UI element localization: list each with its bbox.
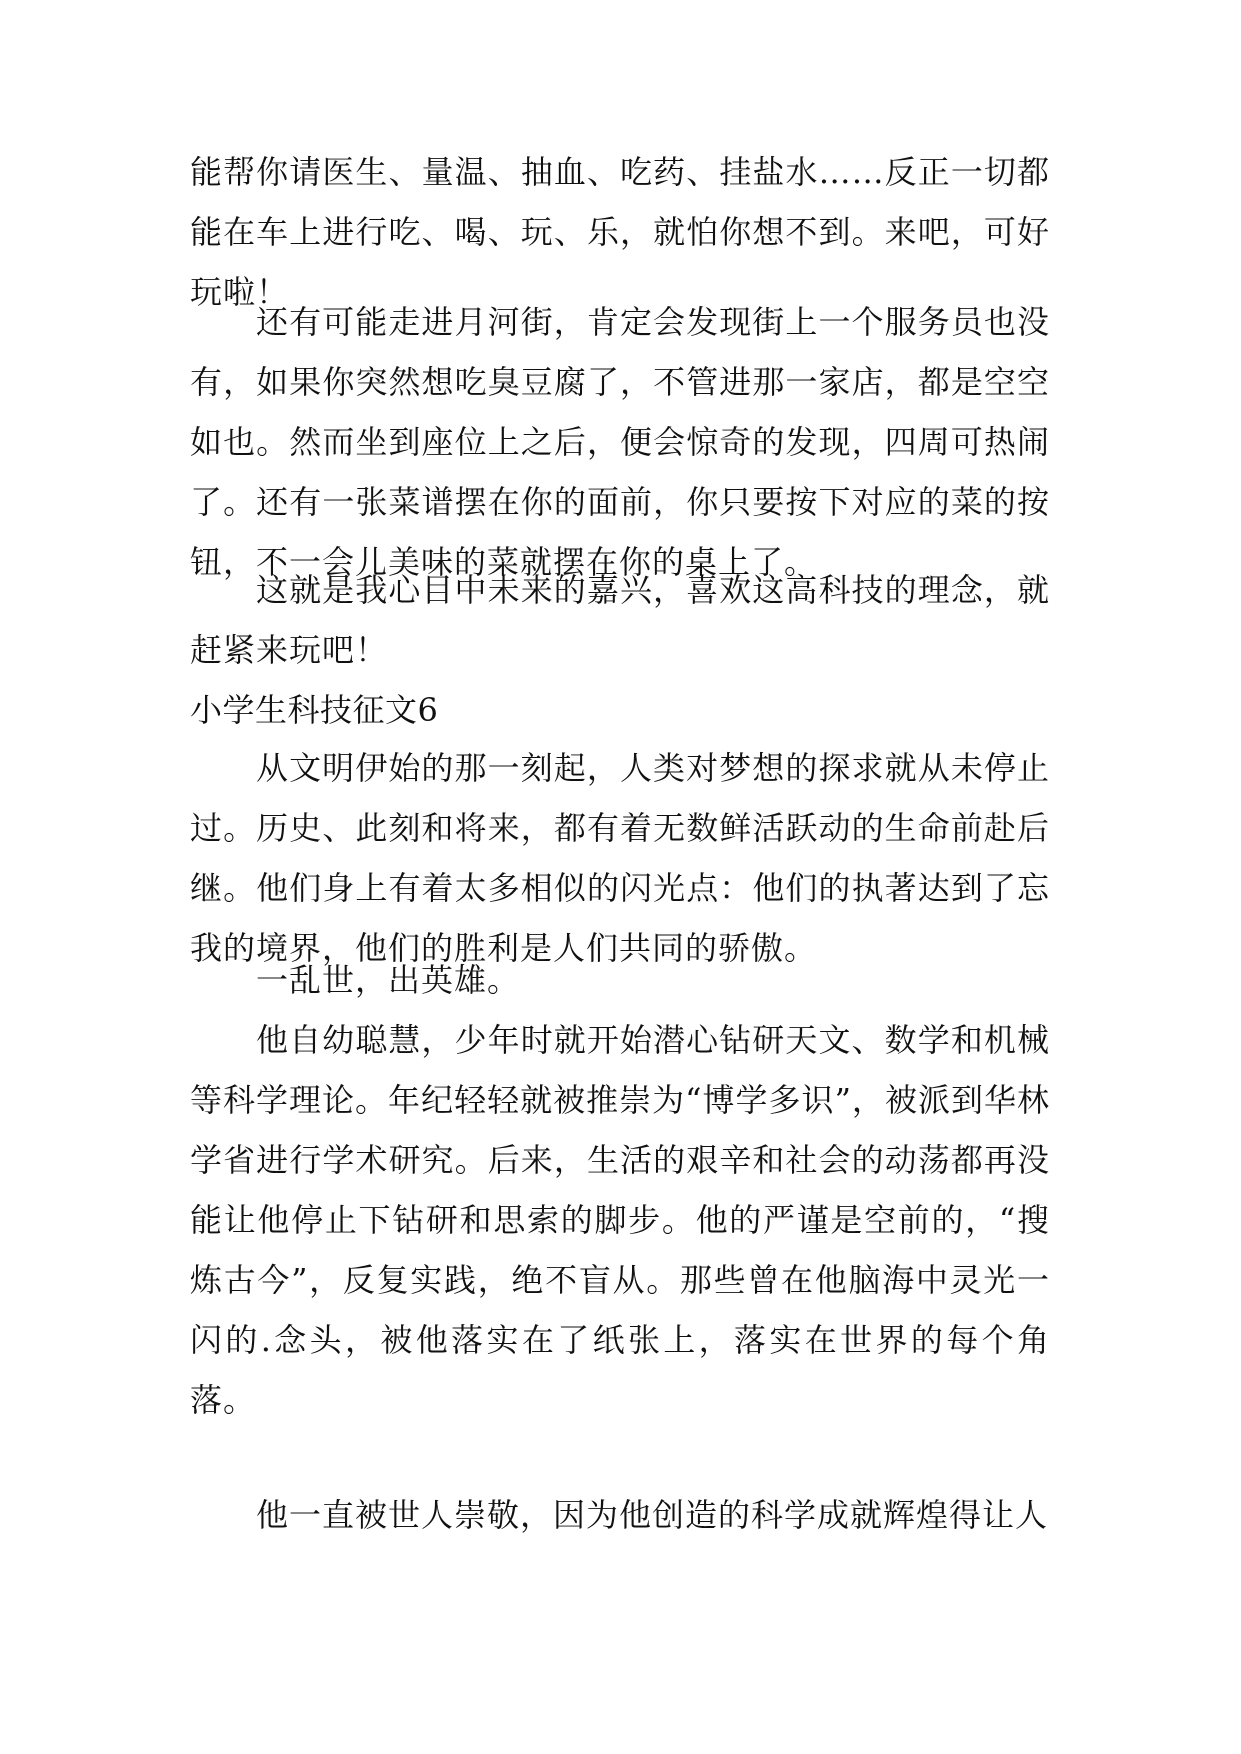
- paragraph-civilization: 从文明伊始的那一刻起，人类对梦想的探求就从未停止过。历史、此刻和将来，都有着无数鲜活跃动的生命前赴后继。他们身上有着太多相似的闪光点：他们的执著达到了忘我的境界，他们的胜利是人们共同的骄傲。: [190, 749, 1050, 967]
- paragraph-biography: 他自幼聪慧，少年时就开始潜心钻研天文、数学和机械等科学理论。年纪轻轻就被推崇为“博学多识”，被派到华林学省进行学术研究。后来，生活的艰辛和社会的动荡都再没能让他停止下钻研和思索的脚步。他的严谨是空前的，“搜炼古今”，反复实践，绝不盲从。那些曾在他脑海中灵光一闪的.念头，被他落实在了纸张上，落实在世界的每个角落。: [190, 1021, 1050, 1419]
- paragraph-yuehe-street: 还有可能走进月河街，肯定会发现街上一个服务员也没有，如果你突然想吃臭豆腐了，不管进那一家店，都是空空如也。然而坐到座位上之后，便会惊奇的发现，四周可热闹了。还有一张菜谱摆在你的面前，你只要按下对应的菜的按钮，不一会儿美味的菜就摆在你的桌上了。: [190, 303, 1050, 581]
- paragraph-future-jiaxing: 这就是我心目中未来的嘉兴，喜欢这高科技的理念，就赶紧来玩吧！: [190, 571, 1050, 669]
- paragraph-admiration: 他一直被世人崇敬，因为他创造的科学成就辉煌得让人: [256, 1496, 1049, 1534]
- paragraph-continuation: 能帮你请医生、量温、抽血、吃药、挂盐水……反正一切都能在车上进行吃、喝、玩、乐，就怕你想不到。来吧，可好玩啦！: [190, 153, 1050, 311]
- section-heading: 小学生科技征文6: [190, 691, 439, 729]
- paragraph-troubled-times: 一乱世，出英雄。: [256, 961, 521, 999]
